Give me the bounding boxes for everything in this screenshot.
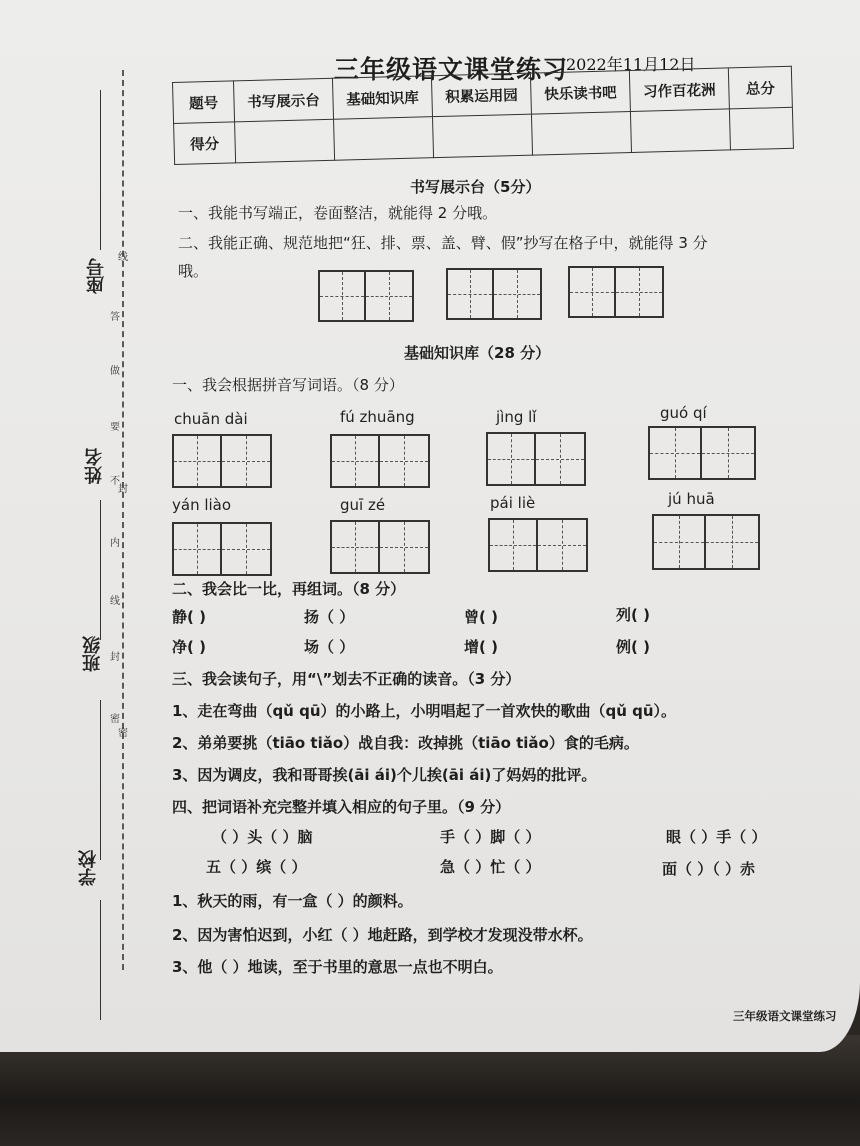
fill-item[interactable]: 五（ ）缤（ ） <box>206 858 307 876</box>
score-header-cell: 基础知识库 <box>332 76 432 120</box>
pinyin-label: jú huā <box>668 490 715 508</box>
fill-item[interactable]: 急（ ）忙（ ） <box>440 858 541 876</box>
margin-char: 密 <box>110 714 120 725</box>
compare-item[interactable]: 扬（ ） <box>304 608 355 626</box>
score-input-cell[interactable] <box>334 117 434 161</box>
writing-grid[interactable] <box>318 270 414 322</box>
pinyin-label: guó qí <box>660 404 707 422</box>
question-text: 一、我会根据拼音写词语。（8 分） <box>172 376 404 394</box>
class-line <box>100 700 101 860</box>
answer-grid[interactable] <box>488 518 588 572</box>
seat-label: 座号 <box>86 258 107 294</box>
score-header-cell: 总分 <box>728 66 792 109</box>
sentence-item: 3、因为调皮，我和哥哥挨(āi ái)个儿挨(āi ái)了妈妈的批评。 <box>172 766 597 784</box>
section-heading-writing: 书写展示台（5分） <box>410 178 541 196</box>
compare-item[interactable]: 增( ) <box>464 638 498 656</box>
writing-grid[interactable] <box>568 266 664 318</box>
margin-char: 密 <box>118 728 128 739</box>
margin-char: 做 <box>110 366 120 377</box>
margin-char: 封 <box>110 652 120 663</box>
section-heading-basics: 基础知识库（28 分） <box>404 344 551 362</box>
score-header-cell: 书写展示台 <box>233 78 333 122</box>
answer-grid[interactable] <box>172 522 272 576</box>
sentence-item: 2、因为害怕迟到，小红（ ）地赶路，到学校才发现没带水杯。 <box>172 926 593 944</box>
question-text: 二、我能正确、规范地把“狂、排、票、盖、臂、假”抄写在格子中，就能得 3 分 <box>178 234 708 252</box>
score-row-label: 得分 <box>174 122 236 165</box>
fill-item[interactable]: 手（ ）脚（ ） <box>440 828 541 846</box>
score-input-cell[interactable] <box>531 112 631 156</box>
margin-char: 不 <box>110 476 120 487</box>
sentence-item: 1、走在弯曲（qǔ qū）的小路上，小明唱起了一首欢快的歌曲（qǔ qū）。 <box>172 702 677 720</box>
score-table <box>172 66 794 165</box>
compare-item[interactable]: 例( ) <box>616 638 650 656</box>
fill-item[interactable]: （ ）头（ ）脑 <box>212 828 313 846</box>
pinyin-label: pái liè <box>490 494 536 512</box>
question-text: 哦。 <box>178 262 209 280</box>
pinyin-label: chuān dài <box>174 410 248 428</box>
name-line <box>100 500 101 640</box>
pinyin-label: guī zé <box>340 496 386 514</box>
school-label: 学校 <box>78 850 99 886</box>
answer-grid[interactable] <box>172 434 272 488</box>
name-label: 姓名 <box>84 448 105 484</box>
pinyin-label: fú zhuāng <box>340 408 415 426</box>
sentence-item: 3、他（ ）地读，至于书里的意思一点也不明白。 <box>172 958 503 976</box>
question-text: 一、我能书写端正，卷面整洁，就能得 2 分哦。 <box>178 204 498 222</box>
score-input-cell[interactable] <box>630 109 730 153</box>
fill-item[interactable]: 面（ ）（ ）赤 <box>662 860 755 878</box>
sentence-item: 2、弟弟要挑（tiāo tiǎo）战自我：改掉挑（tiāo tiǎo）食的毛病。 <box>172 734 639 752</box>
score-header-cell: 快乐读书吧 <box>530 71 630 115</box>
compare-item[interactable]: 曾( ) <box>464 608 498 626</box>
answer-grid[interactable] <box>330 520 430 574</box>
class-label: 班级 <box>82 636 103 672</box>
margin-char: 要 <box>110 422 120 433</box>
page-title: 三年级语文课堂练习 <box>334 55 569 84</box>
compare-item[interactable]: 静( ) <box>172 608 206 626</box>
answer-grid[interactable] <box>648 426 756 480</box>
margin-char: 线 <box>110 596 120 607</box>
sentence-item: 1、秋天的雨，有一盒（ ）的颜料。 <box>172 892 413 910</box>
pinyin-label: yán liào <box>172 496 232 514</box>
score-input-cell[interactable] <box>235 119 335 163</box>
date-stamp: 2022年11月12日 <box>566 55 696 74</box>
seat-line <box>100 90 101 250</box>
school-line <box>100 900 101 1020</box>
answer-grid[interactable] <box>330 434 430 488</box>
footer-text: 三年级语文课堂练习 <box>733 1009 837 1023</box>
margin-char: 内 <box>110 538 120 549</box>
question-text: 四、把词语补充完整并填入相应的句子里。（9 分） <box>172 798 511 816</box>
compare-item[interactable]: 列( ) <box>616 606 650 624</box>
answer-grid[interactable] <box>652 514 760 570</box>
score-header-cell: 习作百花洲 <box>629 68 729 112</box>
answer-grid[interactable] <box>486 432 586 486</box>
score-header-cell: 积累运用园 <box>431 73 531 117</box>
binding-line <box>122 70 124 970</box>
score-header-cell: 题号 <box>173 81 235 124</box>
pinyin-label: jìng lǐ <box>496 408 537 426</box>
margin-char: 线 <box>118 252 128 263</box>
writing-grid[interactable] <box>446 268 542 320</box>
compare-item[interactable]: 净( ) <box>172 638 206 656</box>
question-text: 三、我会读句子，用“\”划去不正确的读音。（3 分） <box>172 670 521 688</box>
margin-char: 答 <box>110 312 120 323</box>
question-text: 二、我会比一比，再组词。（8 分） <box>172 580 406 598</box>
score-input-cell[interactable] <box>729 107 793 150</box>
margin-char: 封 <box>118 484 128 495</box>
compare-item[interactable]: 场（ ） <box>304 638 355 656</box>
fill-item[interactable]: 眼（ ）手（ ） <box>666 828 767 846</box>
score-input-cell[interactable] <box>432 114 532 158</box>
